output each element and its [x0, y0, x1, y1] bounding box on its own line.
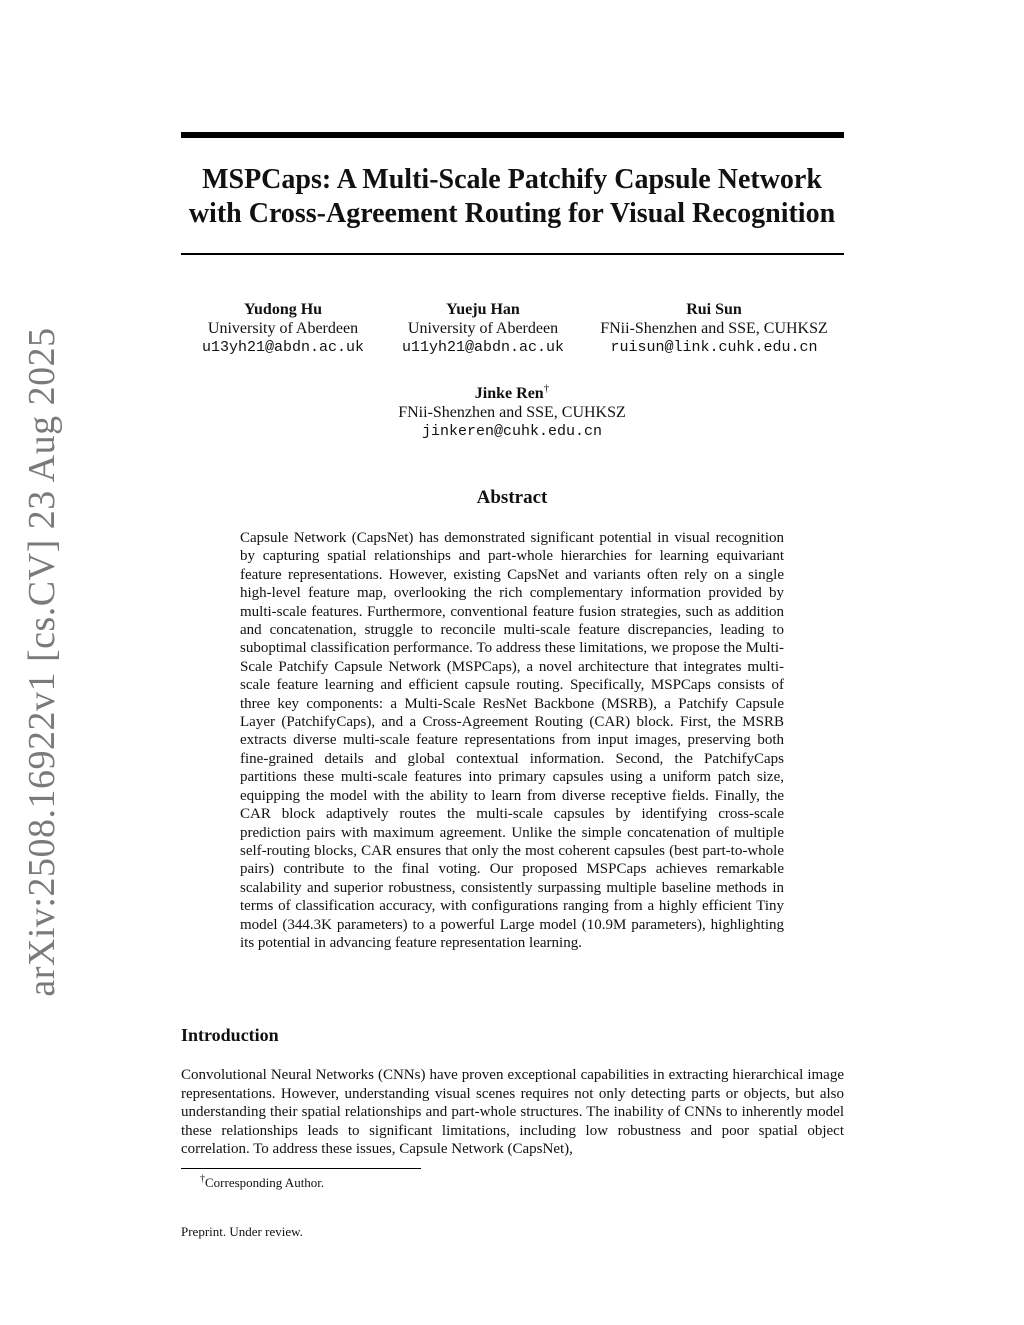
author-affiliation: FNii-Shenzhen and SSE, CUHKSZ	[398, 404, 626, 421]
author-block-4	[372, 384, 652, 441]
author-affiliation: University of Aberdeen	[407, 320, 559, 337]
paper-title	[160, 163, 864, 231]
author-block-2	[383, 300, 583, 357]
title-top-rule	[181, 132, 844, 138]
arxiv-identifier-stamp: arXiv:2508.16922v1 [cs.CV] 23 Aug 2025	[21, 327, 63, 997]
preprint-note: Preprint. Under review.	[181, 1224, 303, 1239]
title-bottom-rule	[181, 253, 844, 255]
author-affiliation: University of Aberdeen	[207, 320, 359, 337]
author-block-3	[591, 300, 837, 357]
author-name: Yueju Han	[446, 301, 520, 318]
author-name-row	[372, 384, 652, 403]
author-email: u11yh21@abdn.ac.uk	[401, 339, 565, 356]
footnote	[200, 1174, 324, 1192]
author-name: Jinke Ren	[474, 385, 544, 402]
author-email: ruisun@link.cuhk.edu.cn	[610, 339, 818, 356]
footnote-mark: †	[200, 1173, 205, 1185]
author-name: Rui Sun	[686, 301, 742, 318]
paper-title-line-2: with Cross-Agreement Routing for Visual Recognition	[188, 198, 836, 229]
footnote-text: Corresponding Author.	[205, 1175, 325, 1190]
author-email: jinkeren@cuhk.edu.cn	[421, 423, 603, 440]
author-name: Yudong Hu	[243, 301, 323, 318]
footnote-rule	[181, 1168, 421, 1169]
paper-title-line-1: MSPCaps: A Multi-Scale Patchify Capsule Network	[202, 164, 822, 195]
abstract-body: Capsule Network (CapsNet) has demonstrated significant potential in visual recognition by capturing spatial relationships and part-whole hierarchies for learning equivariant feature representations. However, existing CapsNet and variants often rely on a single high-level feature map, overlooking the rich complementary information provided by multi-scale features. Furthermore, conventional feature fusion strategies, such as addition and concatenation, struggle to reconcile multi-scale feature discrepancies, leading to suboptimal classification performance. To address these limitations, we propose the Multi-Scale Patchify Capsule Network (MSPCaps), a novel architecture that integrates multi-scale feature learning and efficient capsule routing. Specifically, MSPCaps consists of three key components: a Multi-Scale ResNet Backbone (MSRB), a Patchify Capsule Layer (PatchifyCaps), and a Cross-Agreement Routing (CAR) block. First, the MSRB extracts diverse multi-scale feature representations from input images, preserving both fine-grained details and global contextual information. Second, the PatchifyCaps partitions these multi-scale features into primary capsules using a uniform patch size, equipping the model with the ability to learn from diverse receptive fields. Finally, the CAR block adaptively routes the multi-scale capsules by identifying cross-scale prediction pairs with maximum agreement. Unlike the simple concatenation of multiple self-routing blocks, CAR ensures that only the most coherent capsules (best part-to-whole pairs) contribute to the final voting. Our proposed MSPCaps achieves remarkable scalability and superior robustness, consistently surpassing multiple baseline methods in terms of classification accuracy, with configurations ranging from a highly efficient Tiny model (344.3K parameters) to a powerful Large model (10.9M parameters), highlighting its potential in advancing feature representation learning.	[240, 530, 784, 951]
corresponding-author-mark: †	[543, 382, 550, 395]
abstract-heading: Abstract	[476, 487, 548, 508]
introduction-heading: Introduction	[181, 1025, 279, 1045]
introduction-body: Convolutional Neural Networks (CNNs) have proven exceptional capabilities in extracting hierarchical image representations. However, understanding visual scenes requires not only detecting parts or objects, but also understanding their spatial relationships and part-whole structures. The inability of CNNs to inherently model these relationships leads to significant limitations, including low robustness and poor spatial object correlation. To address these issues, Capsule Network (CapsNet),	[181, 1067, 844, 1158]
author-affiliation: FNii-Shenzhen and SSE, CUHKSZ	[600, 320, 828, 337]
author-block-1	[183, 300, 383, 357]
author-email: u13yh21@abdn.ac.uk	[201, 339, 365, 356]
